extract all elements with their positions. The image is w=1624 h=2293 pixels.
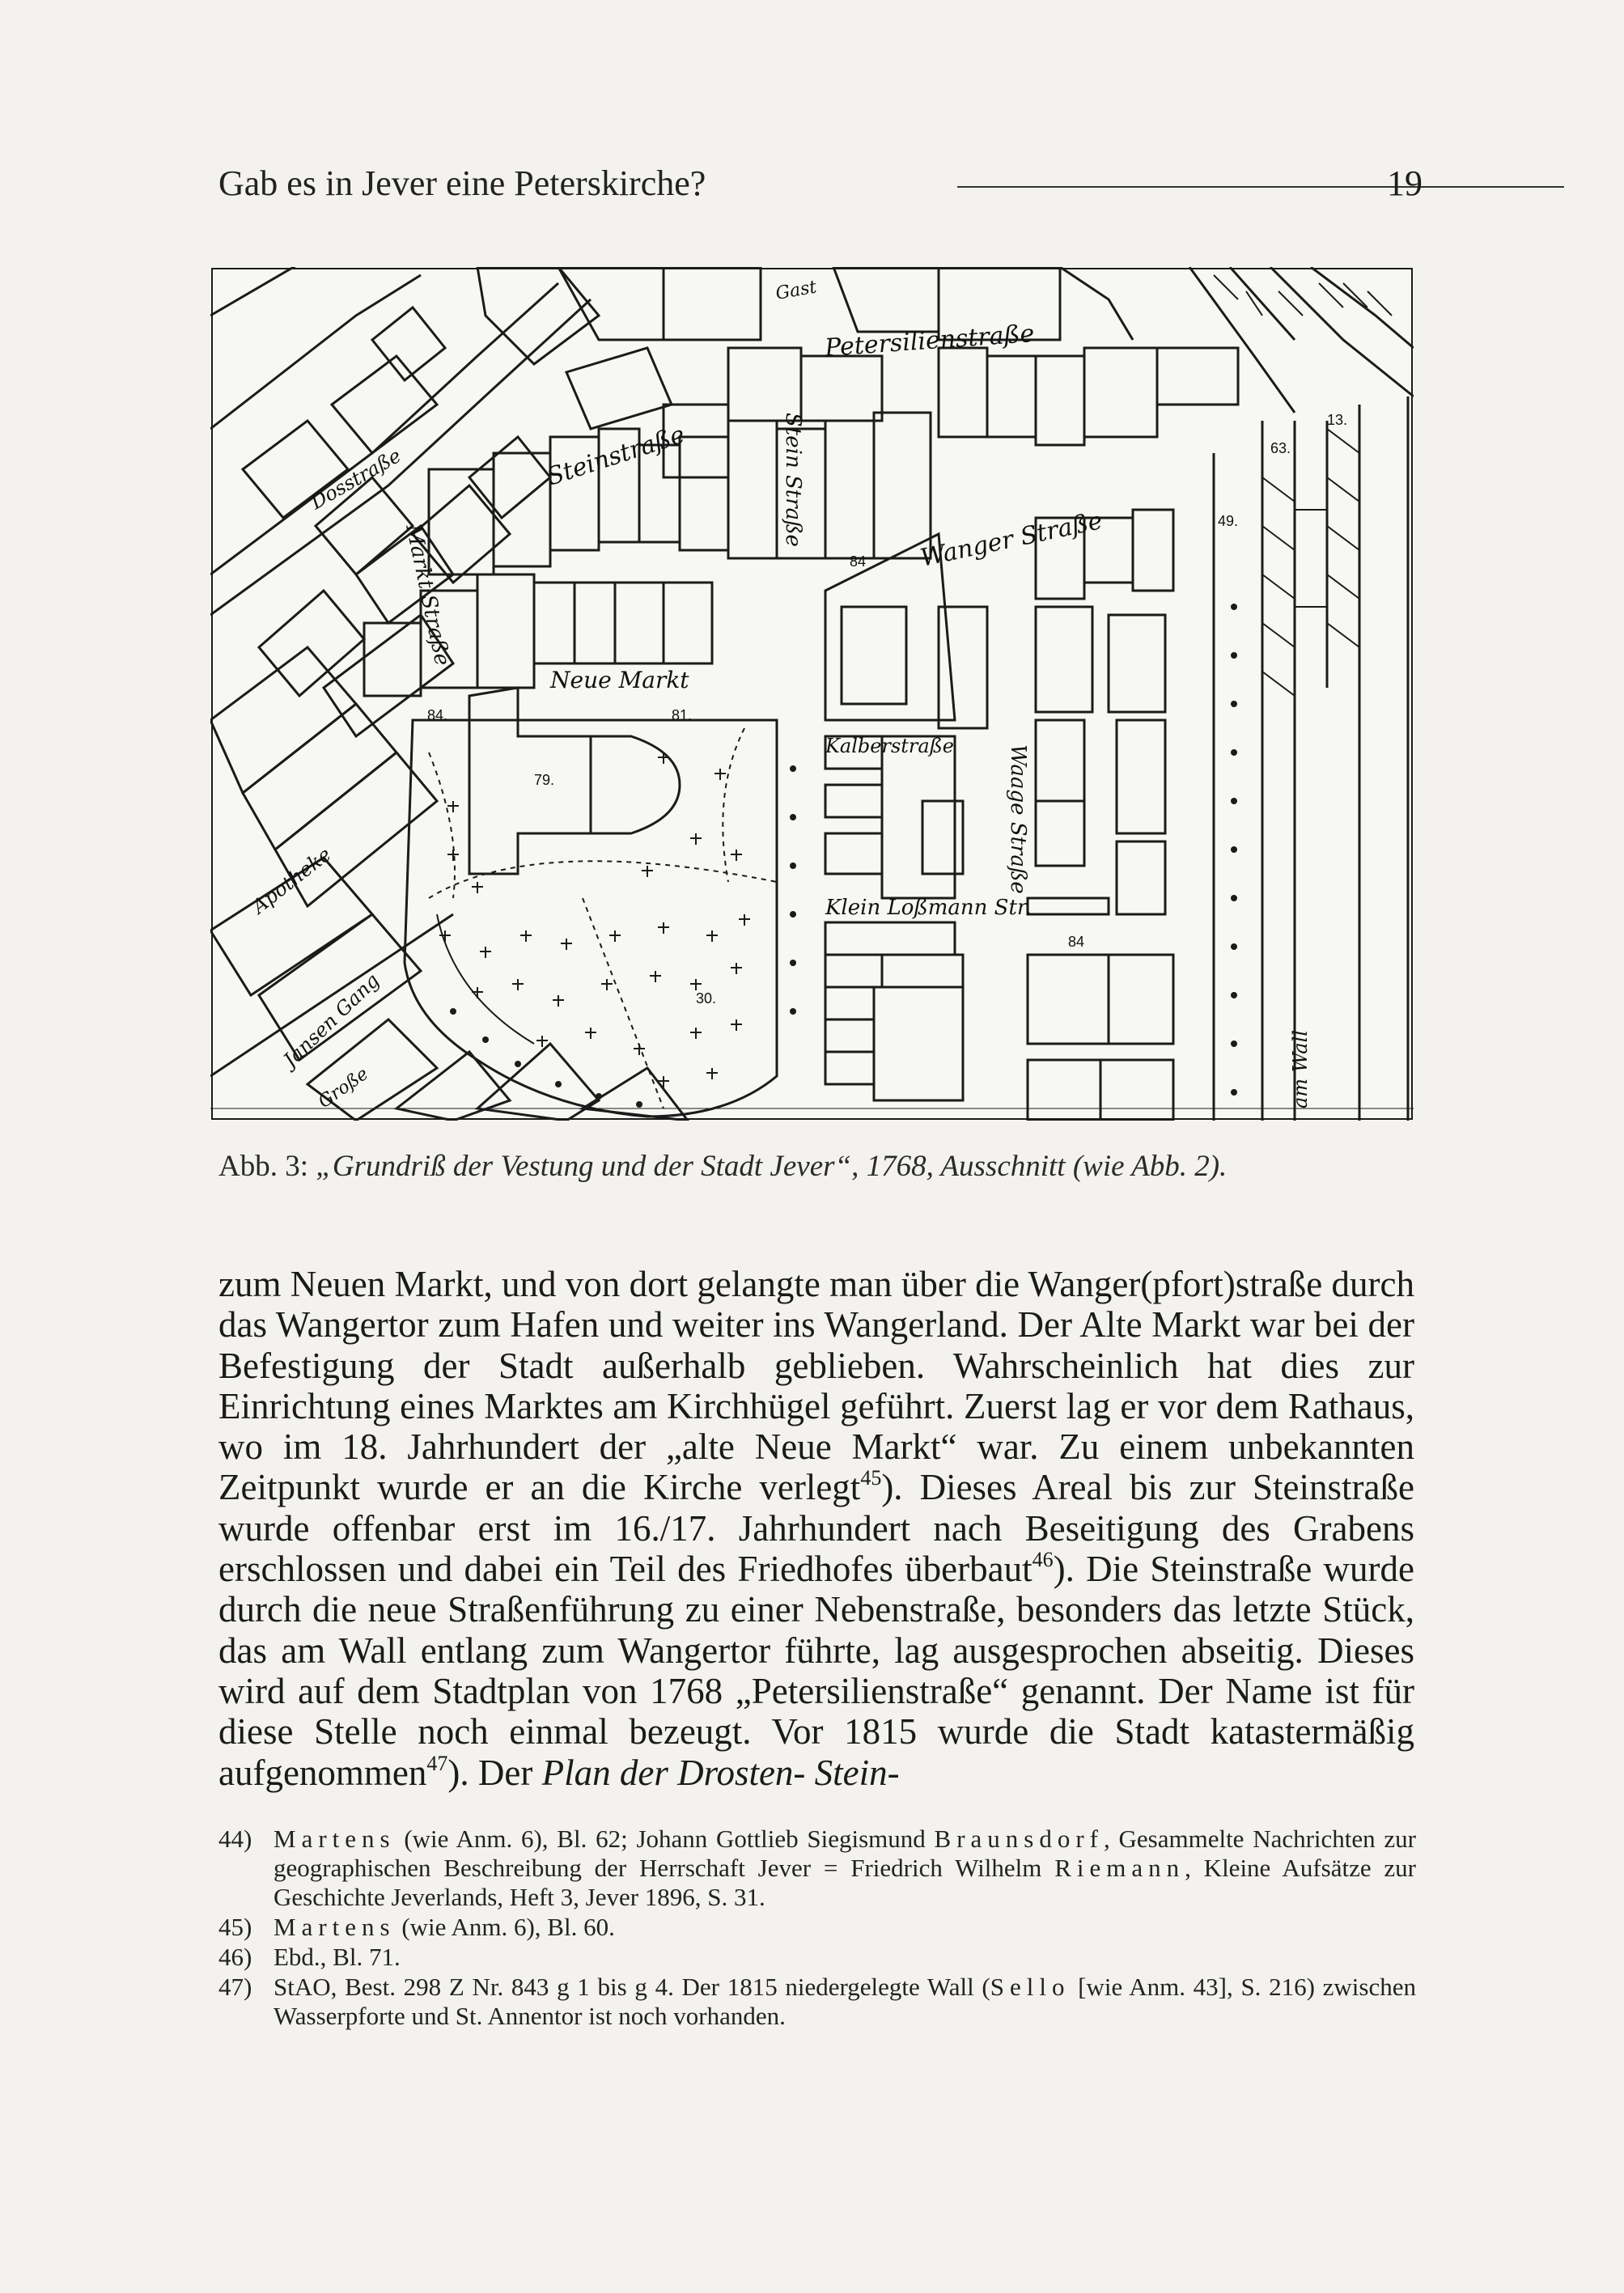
label-wangerstrasse: Wanger Straße — [918, 506, 1105, 573]
footnote-ref-47[interactable]: 47 — [426, 1751, 448, 1775]
label-neue-markt: Neue Markt — [550, 667, 689, 693]
label-number-30: 30. — [696, 990, 717, 1007]
author-name: Martens — [273, 1913, 396, 1941]
author-name: Riemann — [1054, 1854, 1185, 1882]
body-segment-1: zum Neuen Markt, und von dort gelangte man über die Wanger(pfort)straße durch das Wangertor zum Hafen und weiter ins Wangerland. Der Alte Markt war bei der Befestigung der Stadt außerhalb geblieben. Wahrscheinlich hat dies zur Einrichtung eines Marktes am Kirchhügel geführt. Zuerst lag er vor dem Rathaus, wo im 18. Jahrhundert der „alte Neue Markt“ war. Zu einem unbekannten Zeitpunkt wurde er an die Kirche verlegt — [218, 1264, 1414, 1508]
caption-prefix: Abb. 3: — [218, 1150, 316, 1183]
label-klein-lossmann: Klein Loßmann Str. — [825, 896, 1032, 920]
body-segment-2: ). Dieses Areal bis zur Steinstraße wurde offenbar erst im 16./17. Jahrhundert nach Beseitigung des Grabens erschlossen und dabei ein Teil des Friedhofes überbaut — [218, 1467, 1414, 1590]
label-number-63: 63. — [1270, 440, 1291, 456]
label-grosse: Große — [315, 1063, 373, 1113]
footnote-text: , Kleine Aufsätze zur Geschichte Jeverlands, Heft 3, Jever 1896, S. 31. — [273, 1854, 1417, 1911]
label-number-13: 13. — [1327, 412, 1348, 428]
figure-caption — [218, 1147, 1416, 1186]
label-apotheke: Apotheke — [248, 842, 336, 918]
label-number-84c: 84 — [1068, 934, 1085, 950]
town-plan-map — [210, 267, 1414, 1121]
footnote-text: StAO, Best. 298 Z Nr. 843 g 1 bis g 4. Der 1815 niedergelegte Wall ( — [273, 1973, 990, 2001]
footnote-text: , Gesammelte Nachrichten zur geographischen Beschreibung der Herrschaft Jever = Friedrich Wilhelm — [273, 1825, 1416, 1882]
footnote-ref-45[interactable]: 45 — [860, 1466, 882, 1490]
running-header — [218, 160, 1423, 217]
footnote-45 — [218, 1913, 1416, 1942]
label-doestrasse: Dosstraße — [307, 443, 405, 515]
footnotes — [218, 1825, 1416, 2032]
footnote-number: 45) — [218, 1913, 252, 1941]
footnote-ref-46[interactable]: 46 — [1032, 1548, 1054, 1572]
label-number-49: 49. — [1218, 513, 1239, 529]
footnote-text: Ebd., Bl. 71. — [273, 1943, 401, 1971]
header-rule — [957, 186, 1564, 188]
footnote-number: 46) — [218, 1943, 252, 1971]
map-figure — [210, 267, 1414, 1121]
footnote-text: (wie Anm. 6), Bl. 62; Johann Gottlieb Siegismund — [395, 1825, 935, 1853]
label-steinstrasse-left: Steinstraße — [543, 420, 689, 492]
footnote-46 — [218, 1943, 1416, 1972]
body-segment-5: Plan der Drosten- Stein- — [541, 1752, 900, 1793]
label-petersilienstrasse: Petersilienstraße — [824, 319, 1036, 362]
caption-title: „Grundriß der Vestung und der Stadt Jever“, 1768, Ausschnitt (wie Abb. 2). — [316, 1150, 1228, 1183]
label-steinstrasse-right: Stein Straße — [781, 413, 805, 547]
body-paragraph — [218, 1264, 1414, 1793]
footnote-47 — [218, 1973, 1416, 2031]
footnote-number: 47) — [218, 1973, 252, 2001]
body-segment-4: ). Der — [447, 1752, 542, 1793]
page-number: 19 — [1387, 163, 1423, 203]
body-segment-3: ). Die Steinstraße wurde durch die neue Straßenführung zu einer Nebenstraße, besonders das letzte Stück, das am Wall entlang zum Wangertor führte, lag ausgesprochen abseitig. Dieses wird auf dem Stadtplan von 1768 „Petersilienstraße“ genannt. Der Name ist für diese Stelle noch einmal bezeugt. Vor 1815 wurde die Stadt katastermäßig aufgenommen — [218, 1549, 1414, 1793]
label-wage-strasse: Waage Straße — [1006, 744, 1030, 894]
author-name: Martens — [273, 1825, 396, 1853]
label-gast: Gast — [774, 277, 819, 304]
footnote-number: 44) — [218, 1825, 252, 1853]
label-wall: am Wall — [1289, 1030, 1312, 1108]
author-name: Braunsdorf — [934, 1825, 1104, 1853]
footnote-44 — [218, 1825, 1416, 1912]
label-kalberstrasse: Kalberstraße — [825, 735, 954, 757]
footnote-text: (wie Anm. 6), Bl. 60. — [395, 1913, 615, 1941]
label-number-84b: 84 — [850, 553, 867, 570]
label-jansen-gang: Jansen Gang — [278, 968, 384, 1072]
label-number-84a: 84. — [427, 707, 448, 723]
label-number-81: 81. — [672, 707, 693, 723]
running-title: Gab es in Jever eine Peterskirche? — [218, 163, 706, 203]
author-name: Sello — [990, 1973, 1071, 2001]
label-number-79: 79. — [534, 772, 555, 788]
label-marktstrasse: Markt Straße — [401, 522, 455, 668]
footnote-text: [wie Anm. 43], S. 216) zwischen Wasserpforte und St. Annentor ist noch vorhanden. — [273, 1973, 1416, 2030]
